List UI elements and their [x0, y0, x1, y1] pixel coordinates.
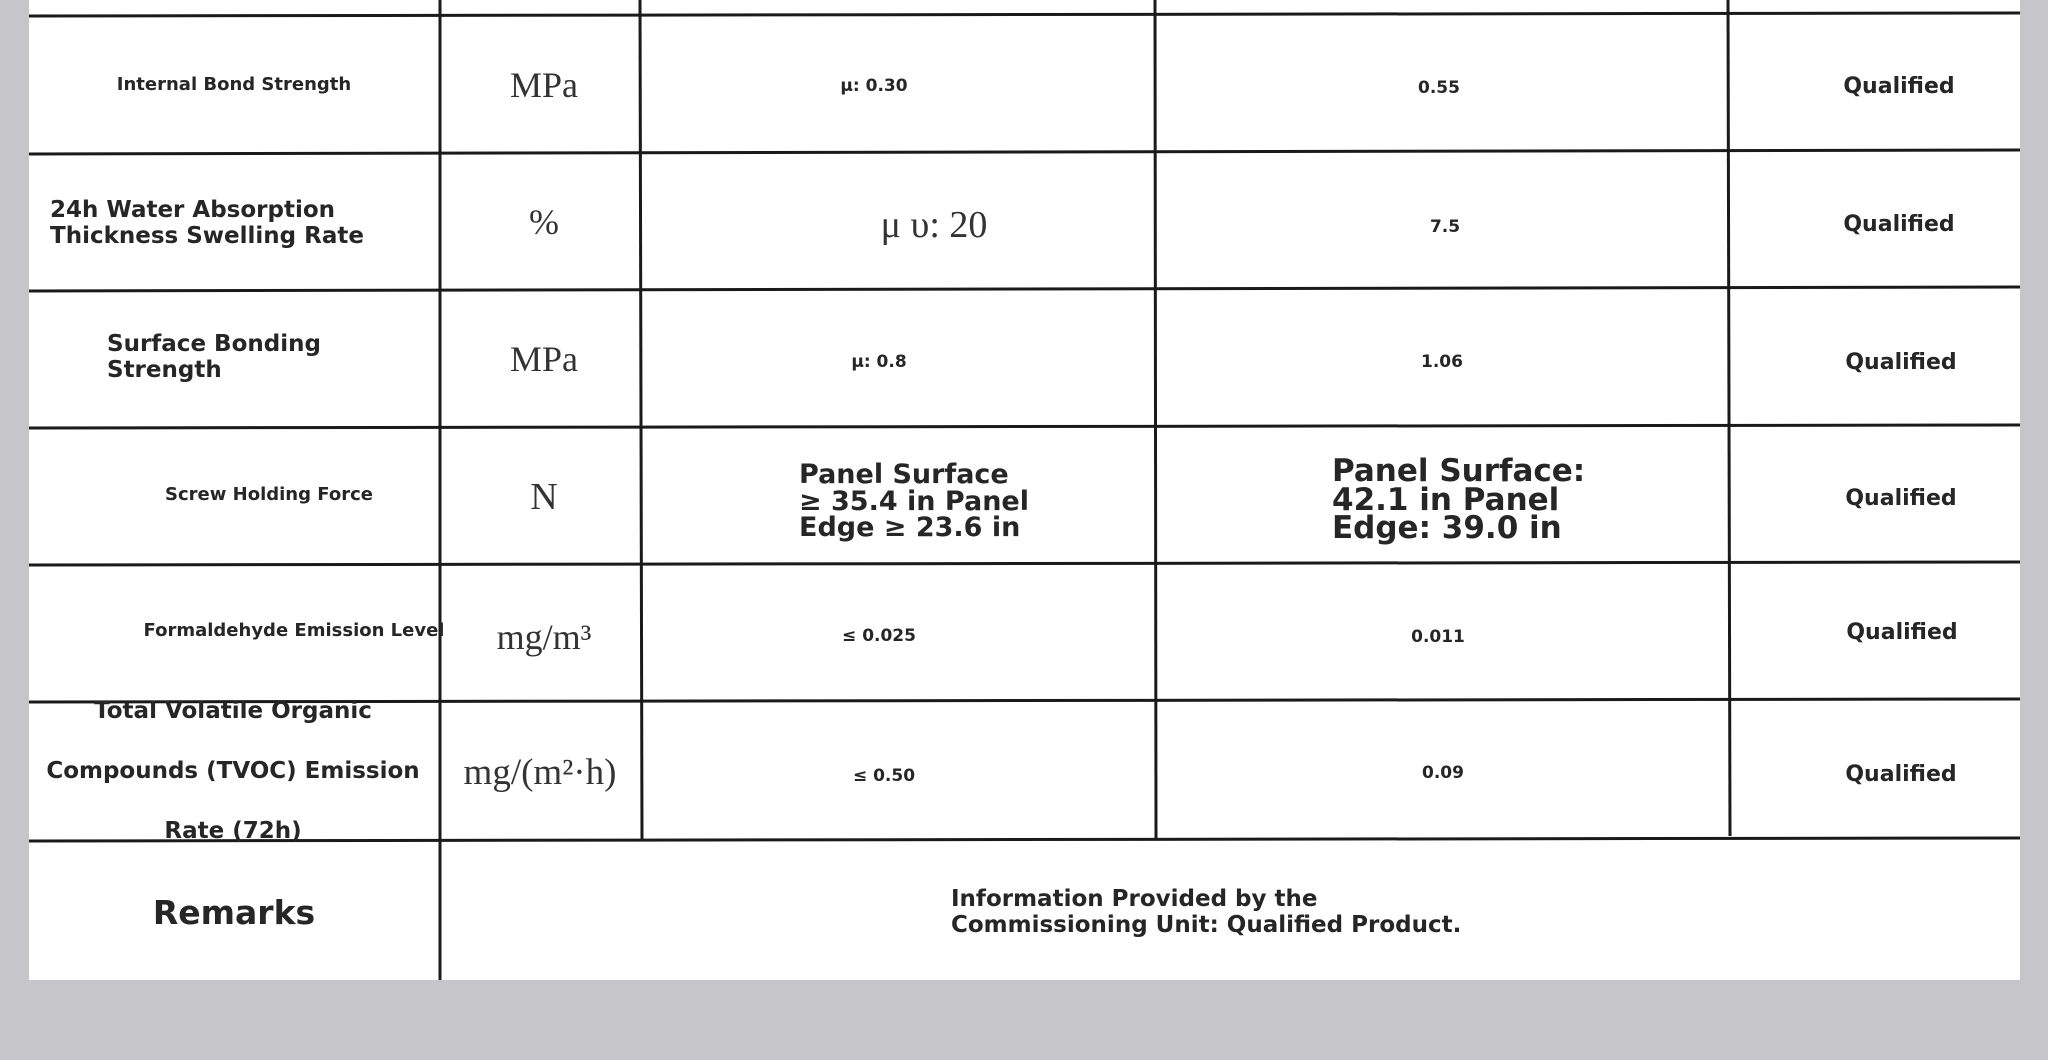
test-report-sheet [29, 0, 2020, 980]
requirement-cell: ≤ 0.50 [852, 766, 916, 787]
grid-line [29, 150, 2020, 154]
judgment-cell: Qualified [1846, 619, 1958, 645]
result-cell: 0.011 [1411, 627, 1465, 648]
judgment-cell: Qualified [1845, 761, 1957, 787]
unit-cell: mg/m³ [496, 616, 592, 657]
remarks-text: Information Provided by the Commissioning Unit: Qualified Product. [951, 886, 1462, 938]
property-cell: Internal Bond Strength [116, 73, 352, 95]
requirement-cell: μ υ: 20 [880, 203, 988, 246]
result-cell: 0.09 [1422, 763, 1464, 784]
grid-line [29, 425, 2020, 428]
requirement-cell: μ: 0.8 [851, 352, 907, 373]
unit-cell: % [529, 201, 559, 242]
judgment-cell: Qualified [1845, 349, 1957, 375]
grid-line [29, 562, 2020, 565]
property-cell: Total Volatile Organic Compounds (TVOC) Emission Rate (72h) [46, 698, 420, 844]
grid-line [640, 0, 642, 841]
result-cell: 0.55 [1418, 78, 1460, 99]
property-cell: Screw Holding Force [165, 483, 373, 505]
property-cell: 24h Water Absorption Thickness Swelling Rate [50, 197, 364, 249]
remarks-label: Remarks [152, 892, 316, 932]
unit-cell: MPa [509, 64, 578, 105]
result-cell: Panel Surface: 42.1 in Panel Edge: 39.0 in [1332, 452, 1586, 547]
result-cell: 7.5 [1429, 217, 1461, 238]
unit-cell: MPa [509, 338, 578, 379]
requirement-cell: Panel Surface ≥ 35.4 in Panel Edge ≥ 23.6 in [799, 459, 1029, 544]
grid-line [1728, 0, 1730, 836]
property-cell: Surface Bonding Strength [107, 331, 321, 383]
judgment-cell: Qualified [1843, 211, 1955, 237]
grid-line [29, 13, 2020, 16]
judgment-cell: Qualified [1845, 485, 1957, 511]
unit-cell: N [530, 475, 558, 518]
requirement-cell: μ: 0.30 [840, 76, 908, 97]
judgment-cell: Qualified [1843, 73, 1955, 99]
unit-cell: mg/(m²·h) [463, 752, 617, 794]
result-cell: 1.06 [1421, 352, 1463, 373]
property-cell: Formaldehyde Emission Level [143, 619, 445, 641]
grid-line [1155, 0, 1156, 838]
requirement-cell: ≤ 0.025 [842, 626, 916, 647]
grid-line [29, 287, 2020, 291]
